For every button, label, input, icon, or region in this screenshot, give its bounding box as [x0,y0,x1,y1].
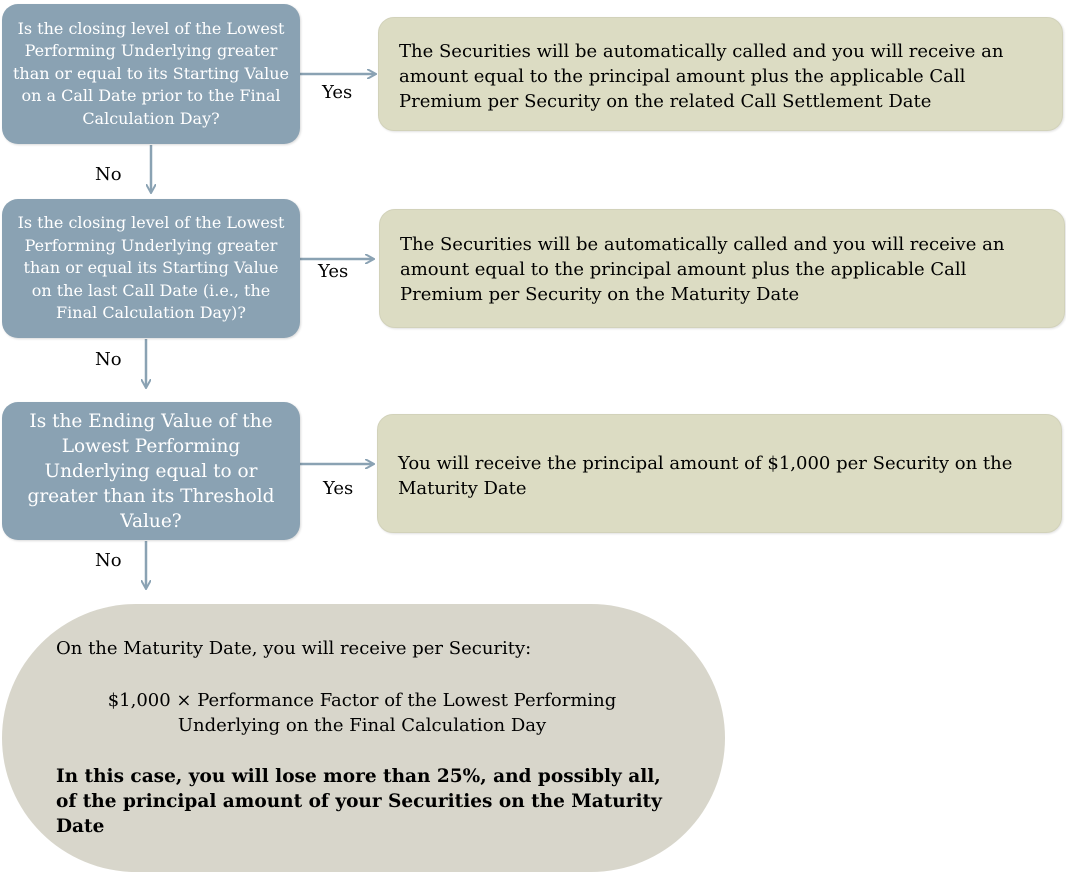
yes-label-1: Yes [322,82,353,103]
outcome-3-text: You will receive the principal amount of $1,000 per Security on the Maturity Date [398,453,1013,499]
question-2-text: Is the closing level of the Lowest Performing Underlying greater than or equal its Starting Value on the last Call Date (i.e., the Final Calculation Day)? [17,213,285,323]
final-formula-text: $1,000 × Performance Factor of the Lowest Performing Underlying on the Final Calculation Day [107,690,617,736]
yes-label-3: Yes [323,478,354,499]
final-warning-text: In this case, you will lose more than 25%, and possibly all, of the principal amount of your Securities on the Maturity Date [56,766,662,837]
outcome-1-box [378,17,1063,131]
final-intro-text: On the Maturity Date, you will receive per Security: [56,638,532,659]
yes-label-2: Yes [318,261,349,282]
question-1-text: Is the closing level of the Lowest Performing Underlying greater than or equal to its Starting Value on a Call Date prior to the Final Calculation Day? [12,18,290,128]
outcome-1-text: The Securities will be automatically called and you will receive an amount equal to the principal amount plus the applicable Call Premium per Security on the related Call Settlement Date [399,41,1004,112]
no-label-1: No [95,164,122,185]
no-label-2: No [95,349,122,370]
outcome-3-box [377,414,1062,533]
question-2-box [2,199,300,338]
question-1-box [2,4,300,144]
outcome-2-text: The Securities will be automatically called and you will receive an amount equal to the principal amount plus the applicable Call Premium per Security on the Maturity Date [400,234,1005,305]
question-3-text: Is the Ending Value of the Lowest Performing Underlying equal to or greater than its Threshold Value? [27,410,275,532]
question-3-box [2,402,300,540]
outcome-2-box [379,209,1065,328]
final-outcome-box [2,604,725,872]
no-label-3: No [95,550,122,571]
